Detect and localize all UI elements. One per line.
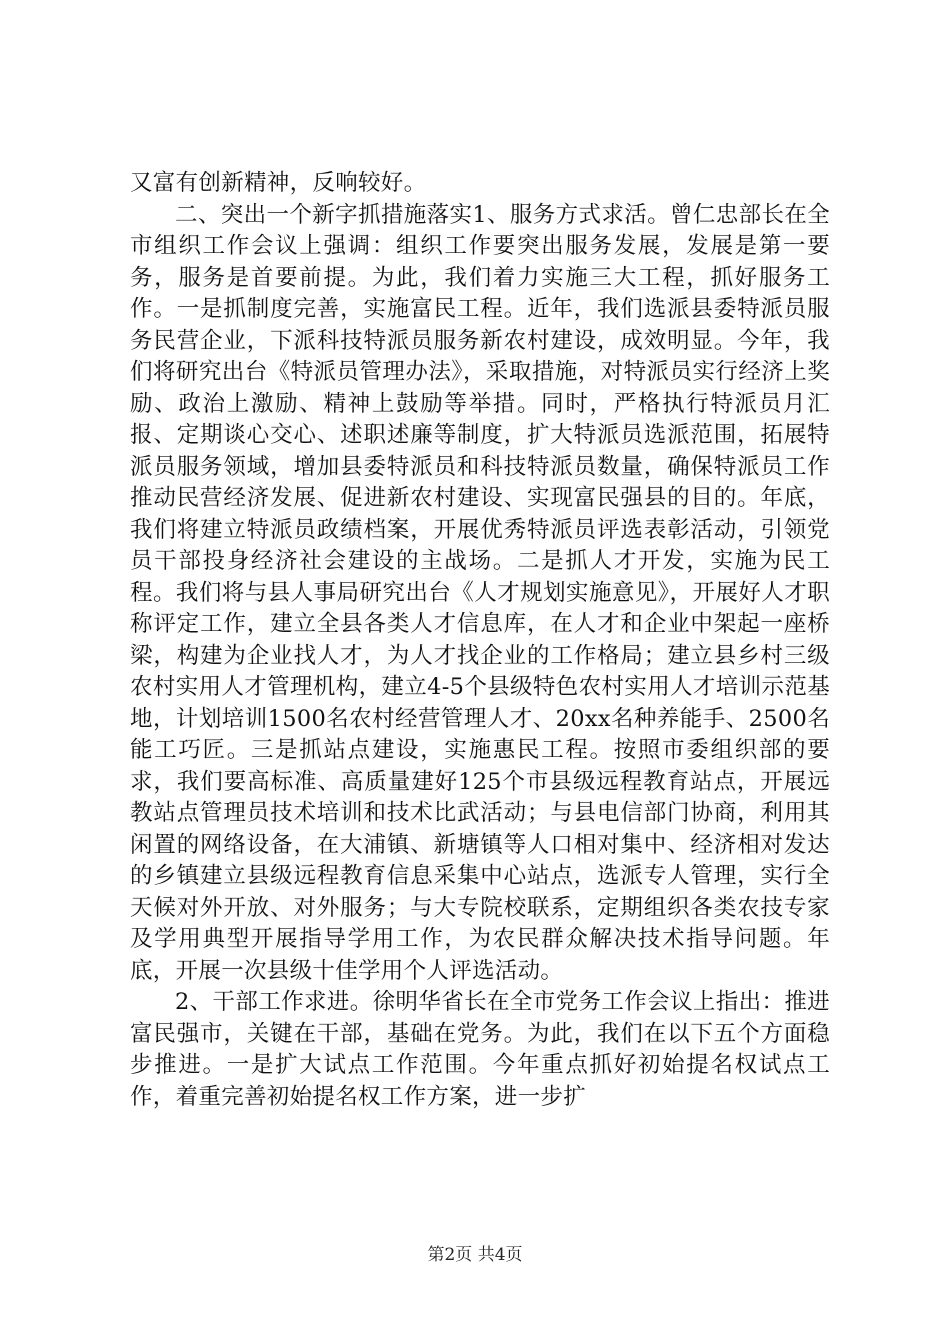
page-number-footer: 第2页 共4页: [427, 1245, 523, 1265]
paragraph-section-two: 二、突出一个新字抓措施落实1、服务方式求活。曾仁忠部长在全市组织工作会议上强调：组织工作要突出服务发展，发展是第一要务，服务是首要前提。为此，我们着力实施三大工程，抓好服务工作。一是抓制度完善，实施富民工程。近年，我们选派县委特派员服务民营企业，下派科技特派员服务新农村建设，成效明显。今年，我们将研究出台《特派员管理办法》，采取措施，对特派员实行经济上奖励、政治上激励、精神上鼓励等举措。同时，严格执行特派员月汇报、定期谈心交心、述职述廉等制度，扩大特派员选派范围，拓展特派员服务领域，增加县委特派员和科技特派员数量，确保特派员工作推动民营经济发展、促进新农村建设、实现富民强县的目的。年底，我们将建立特派员政绩档案，开展优秀特派员评选表彰活动，引领党员干部投身经济社会建设的主战场。二是抓人才开发，实施为民工程。我们将与县人事局研究出台《人才规划实施意见》，开展好人才职称评定工作，建立全县各类人才信息库，在人才和企业中架起一座桥梁，构建为企业找人才，为人才找企业的工作格局；建立县乡村三级农村实用人才管理机构，建立4-5个县级特色农村实用人才培训示范基地，计划培训1500名农村经营管理人才、20xx名种养能手、2500名能工巧匠。三是抓站点建设，实施惠民工程。按照市委组织部的要求，我们要高标准、高质量建好125个市县级远程教育站点，开展远教站点管理员技术培训和技术比武活动；与县电信部门协商，利用其闲置的网络设备，在大浦镇、新塘镇等人口相对集中、经济相对发达的乡镇建立县级远程教育信息采集中心站点，选派专人管理，实行全天候对外开放、对外服务；与大专院校联系，定期组织各类农技专家及学用典型开展指导学用工作，为农民群众解决技术指导问题。年底，开展一次县级十佳学用个人评选活动。: [130, 201, 830, 984]
document-body: [130, 168, 830, 1113]
paragraph-cadre-work: 2、干部工作求进。徐明华省长在全市党务工作会议上指出：推进富民强市，关键在干部，基础在党务。为此，我们在以下五个方面稳步推进。一是扩大试点工作范围。今年重点抓好初始提名权试点工作，着重完善初始提名权工作方案，进一步扩: [130, 989, 830, 1110]
paragraph-continuation: 又富有创新精神，反响较好。: [130, 170, 427, 196]
